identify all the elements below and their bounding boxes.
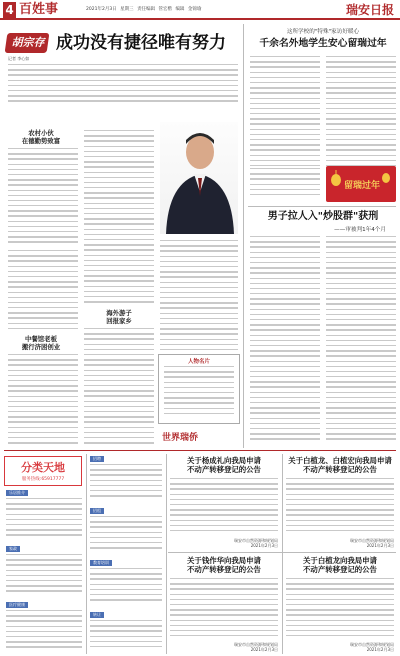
page-number: 4 — [3, 2, 16, 18]
notice-3-foot: 瑞安市自然资源和规划局 2021年2月3日 — [234, 642, 278, 652]
body-col2b — [84, 328, 154, 446]
sojourner-logo-text: 世界瑞侨 — [162, 433, 199, 443]
column-tag-text: 胡宗存 — [11, 36, 45, 49]
right-top-body-b — [326, 56, 396, 168]
right-divider-1 — [248, 206, 396, 207]
class-block-1 — [6, 498, 82, 542]
class-tag-1: 乐居推介 — [6, 490, 28, 496]
issue-date: 2021年2月3日 — [86, 7, 117, 12]
body-col3 — [160, 240, 238, 352]
mid-tag-2: 招租 — [90, 508, 104, 514]
phone-number: 65917777 — [41, 477, 65, 482]
notice-4-body — [286, 578, 394, 638]
profile-text — [164, 366, 234, 420]
mid-block-1 — [90, 464, 162, 504]
subhead-2: 海外游子 回报家乡 — [106, 309, 132, 325]
notice-4-title: 关于白植龙向我局申请 不动产转移登记的公告 — [303, 556, 377, 574]
mid-block-3 — [90, 568, 162, 608]
designer: 编辑 金锦瑜 — [175, 7, 202, 12]
notice-2-body — [286, 478, 394, 536]
notice-4-foot: 瑞安市自然资源和规划局 2021年2月3日 — [350, 642, 394, 652]
header-meta — [86, 6, 201, 12]
right-top-body-c — [250, 168, 320, 198]
class-tag-2: 家政 — [6, 546, 20, 552]
phone-label: 服务热线: — [21, 477, 42, 482]
notice-1-title: 关于杨成礼向我局申请 不动产转移登记的公告 — [187, 456, 261, 474]
mid-tag-4: 转让 — [90, 612, 104, 618]
portrait-figure — [160, 122, 238, 234]
body-col1b — [8, 250, 78, 330]
notice-divider-v1 — [166, 454, 167, 654]
subhead-1: 农村小伙 在德勤势致富 — [21, 129, 61, 145]
notice-1-body — [170, 478, 278, 536]
column-divider — [243, 24, 244, 448]
mid-block-4 — [90, 620, 162, 654]
subhead-3: 中餐馆老板 搬行济困创业 — [21, 335, 61, 351]
right-mid-subhead: ——审被判1年4个月 — [334, 227, 386, 233]
classifieds-title: 分类天地 — [21, 461, 65, 474]
notice-2-foot: 瑞安市自然资源和规划局 2021年2月3日 — [350, 538, 394, 548]
right-top-headline: 千余名外地学生安心留瑞过年 — [259, 38, 387, 49]
notice-divider-h — [168, 552, 396, 553]
right-kicker: 这所学校的"特殊"家访好暖心 — [286, 29, 360, 35]
main-headline: 成功没有捷径唯有努力 — [56, 33, 226, 53]
body-col2 — [84, 130, 154, 306]
section-rule — [4, 450, 396, 451]
classifieds-phone — [8, 476, 78, 482]
class-tag-3: 医疗健康 — [6, 602, 28, 608]
class-block-3 — [6, 610, 82, 652]
mid-tag-1: 招聘 — [90, 456, 104, 462]
portrait-photo — [160, 122, 238, 234]
right-mid-body-b — [326, 236, 396, 446]
notice-3-title: 关于钱作华向我局申请 不动产转移登记的公告 — [187, 556, 261, 574]
stay-local-stamp: 留瑞过年 — [343, 181, 380, 191]
issue-weekday: 星期三 — [120, 7, 134, 12]
byline: 记者 李心如 — [8, 56, 30, 61]
mid-tag-3: 教育培训 — [90, 560, 112, 566]
profile-title: 人物名片 — [187, 359, 210, 365]
class-divider — [86, 454, 87, 654]
right-top-body-a — [250, 56, 320, 168]
body-col1c — [8, 354, 78, 446]
mid-block-2 — [90, 516, 162, 556]
notice-2-title: 关于白植龙、白植宏向我局申请 不动产转移登记的公告 — [288, 456, 392, 474]
right-mid-body-a — [250, 236, 320, 446]
body-col1 — [8, 148, 78, 246]
lead-paragraph — [8, 64, 238, 110]
notice-3-body — [170, 578, 278, 638]
notice-divider-v2 — [282, 454, 283, 654]
editor: 责任编辑 管宏楷 — [137, 7, 172, 12]
section-title: 百姓事 — [19, 2, 59, 17]
masthead-logo: 瑞安日报 — [345, 3, 394, 17]
class-block-2 — [6, 554, 82, 598]
right-mid-headline: 男子拉人入"炒股群"获刑 — [267, 211, 379, 222]
notice-1-foot: 瑞安市自然资源和规划局 2021年2月3日 — [234, 538, 278, 548]
